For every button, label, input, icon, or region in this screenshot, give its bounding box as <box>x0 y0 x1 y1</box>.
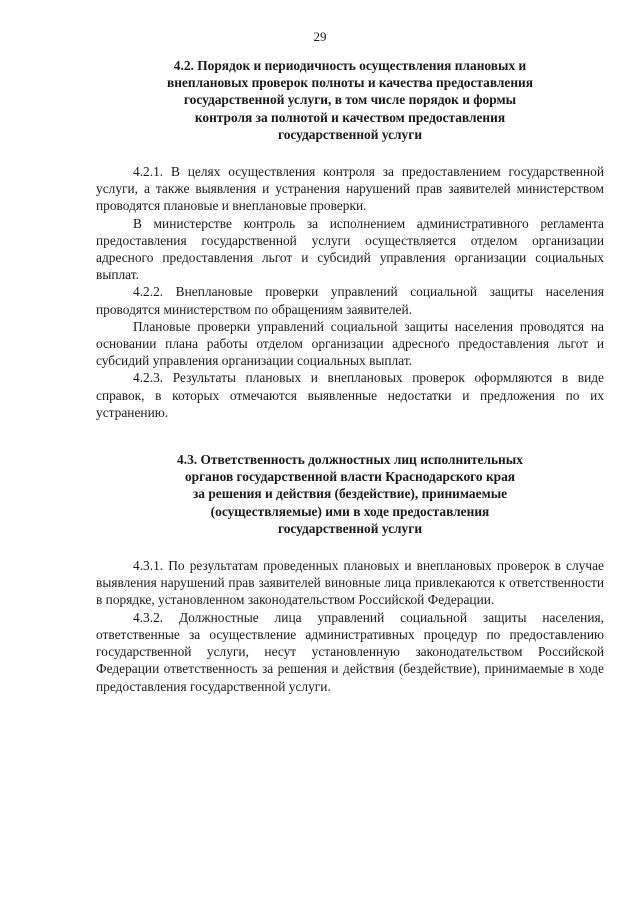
section-heading-4-3 <box>96 451 604 537</box>
heading-line: 4.2. Порядок и периодичность осуществления плановых и <box>173 58 527 73</box>
paragraph-4-2-2-cont: Плановые проверки управлений социальной защиты населения проводятся на основании плана работы отделом организации адресного предоставления льгот и субсидий управления организации социальных выплат. <box>96 318 604 369</box>
paragraph-4-3-1: 4.3.1. По результатам проведенных плановых и внеплановых проверок в случае выявления нарушений прав заявителей виновные лица привлекаются к ответственности в порядке, установленном законодательством Российской Федерации. <box>96 558 604 608</box>
heading-line: контроля за полнотой и качеством предоставления <box>194 109 506 125</box>
section-body-4-3 <box>96 557 604 695</box>
heading-line: государственной услуги <box>277 126 423 142</box>
heading-line: 4.3. Ответственность должностных лиц исполнительных <box>177 452 523 468</box>
heading-line: государственной услуги <box>277 520 423 536</box>
paragraph-4-2-1-cont: В министерстве контроль за исполнением административного регламента предоставления государственной услуги осуществляется отделом организации адресного предоставления льгот и субсидий управления организации социальных выплат. <box>96 215 604 283</box>
page-number: 29 <box>313 29 327 44</box>
paragraph-4-3-2: 4.3.2. Должностные лица управлений социальной защиты населения, ответственные за осуществление административных процедур по предоставлению государственной услуги, несут установленную законодательством Российской Федерации ответственность за решения и действия (бездействие), принимаемые в ходе предоставления государственной услуги. <box>96 609 604 694</box>
heading-line: государственной услуги, в том числе порядок и формы <box>183 92 517 108</box>
paragraph-4-2-1: 4.2.1. В целях осуществления контроля за предоставлением государственной услуги, а также выявления и устранения нарушений прав заявителей министерством проводятся плановые и внеплановые проверки. <box>96 164 604 214</box>
heading-line: внеплановых проверок полноты и качества предоставления <box>166 75 534 91</box>
paragraph-4-2-2: 4.2.2. Внеплановые проверки управлений социальной защиты населения проводятся министерством по обращениям заявителей. <box>96 284 604 317</box>
heading-line: (осуществляемые) ими в ходе предоставления <box>210 503 490 519</box>
heading-line: за решения и действия (бездействие), принимаемые <box>192 486 508 502</box>
section-heading-4-2 <box>96 57 604 143</box>
section-body-4-2 <box>96 163 604 421</box>
paragraph-4-2-3: 4.2.3. Результаты плановых и внеплановых проверок оформляются в виде справок, в которых отмечаются выявленные недостатки и предложения по их устранению. <box>96 370 604 420</box>
heading-line: органов государственной власти Краснодарского края <box>184 469 516 485</box>
